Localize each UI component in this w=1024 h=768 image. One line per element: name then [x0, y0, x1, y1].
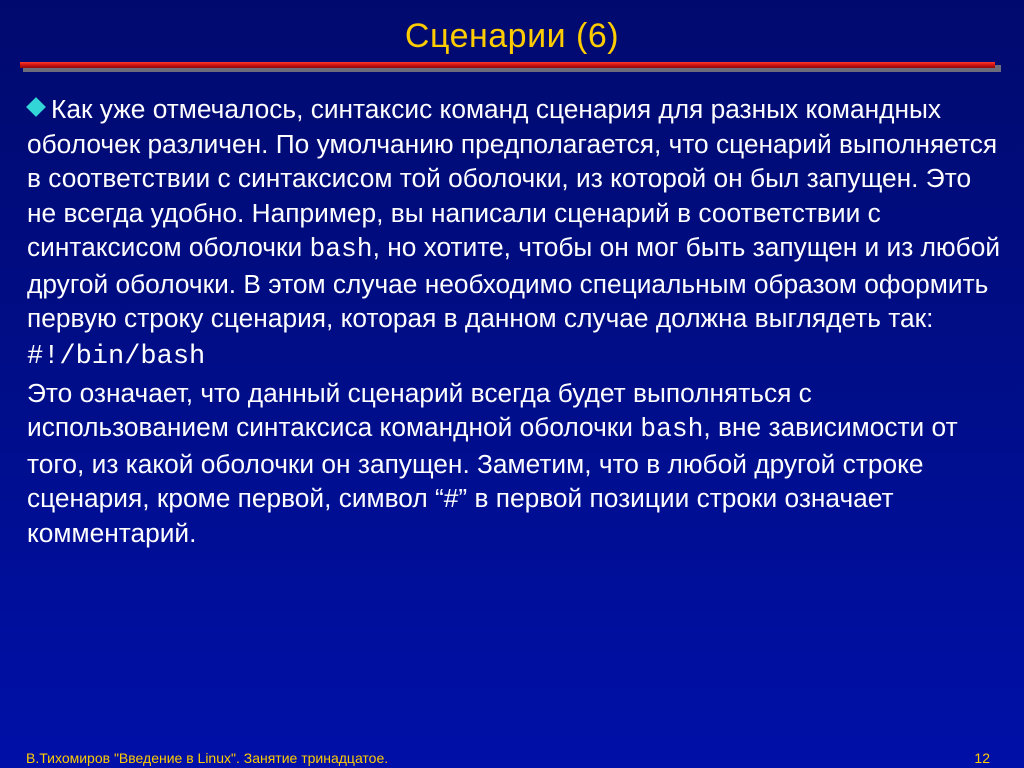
paragraph-intro [27, 92, 1002, 336]
slide-title: Сценарии (6) [404, 17, 620, 55]
inline-code-bash: bash [309, 234, 373, 264]
footer-course-info: В.Тихомиров "Введение в Linux". Занятие тринадцатое. [26, 750, 389, 766]
paragraph-explanation [27, 376, 1002, 551]
title-divider-bar [20, 62, 995, 68]
paragraph-intro-text-1: Как уже отмечалось, синтаксис команд сценария для разных командных оболочек различен. По умолчанию предполагается, что сценарий выполняется в соответствии с синтаксисом той оболочки, из которой он был запущен. Это не всегда удобно. Например, вы написали сценарий в соответствии с синтаксисом оболочки [27, 94, 998, 262]
paragraph-intro-text-2: , но хотите, чтобы он мог быть запущен и из любой другой оболочки. В этом случае необходимо специальным образом оформить первую строку сценария, которая в данном случае должна выглядеть так: [27, 232, 1001, 333]
title-divider [20, 60, 1006, 78]
diamond-bullet-icon [26, 97, 46, 117]
paragraph-explanation-text-1: Это означает, что данный сценарий всегда будет выполняться с использованием синтаксиса командной оболочки [27, 377, 812, 442]
paragraph-explanation-text-2: , вне зависимости от того, из какой оболочки он запущен. Заметим, что в любой другой строке сценария, кроме первой, символ “#” в первой позиции строки означает комментарий. [27, 412, 958, 548]
slide-body [27, 92, 1002, 550]
inline-code-bash: bash [640, 414, 704, 444]
code-shebang: #!/bin/bash [27, 341, 206, 372]
page-number: 12 [974, 750, 990, 766]
